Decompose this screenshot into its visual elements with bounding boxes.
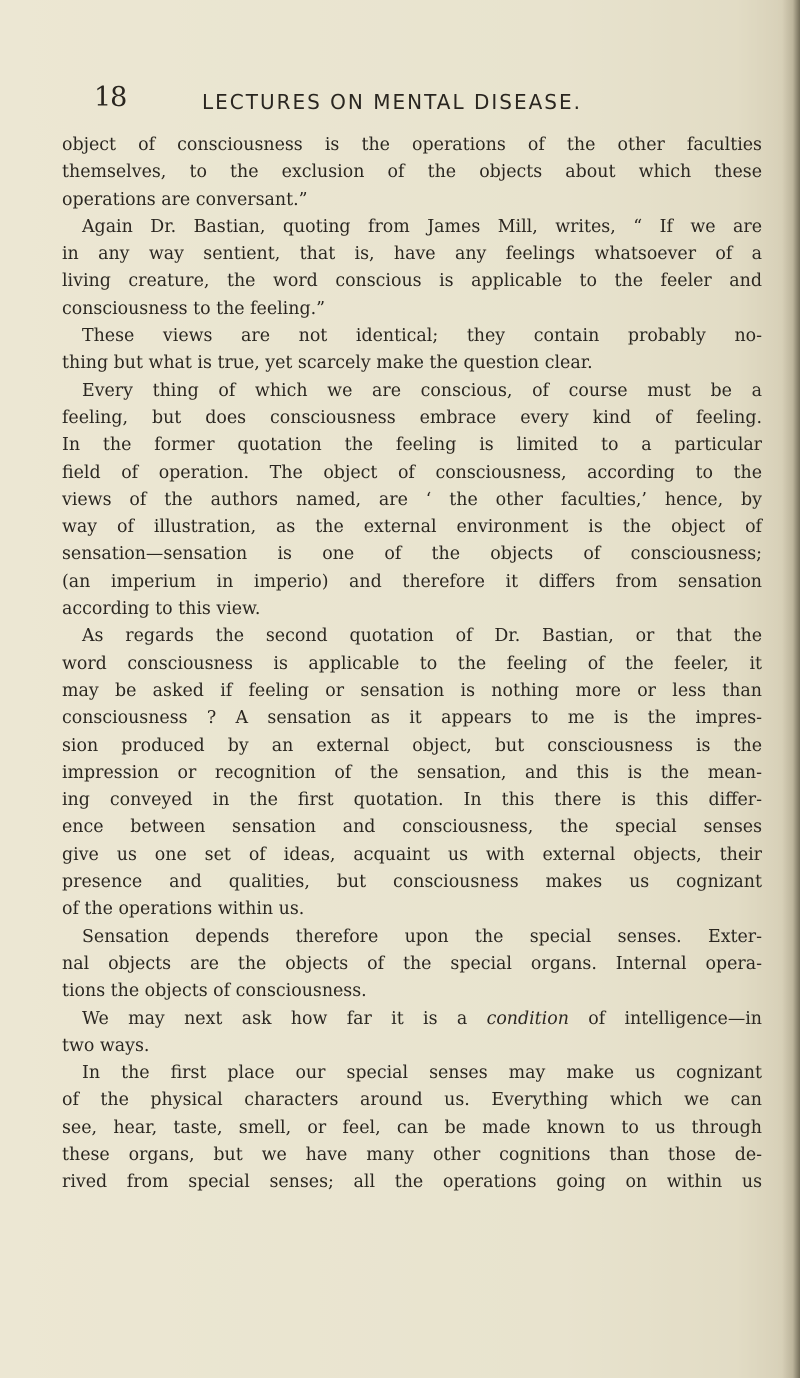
body-text [62, 132, 762, 1197]
text-line: Again Dr. Bastian, quoting from James Mill, writes, “ If we are [82, 216, 762, 237]
text-line: sensation—sensation is one of the objects of consciousness; [62, 544, 762, 565]
text-line: object of consciousness is the operations of the other faculties [62, 135, 762, 155]
page-number: 18 [94, 82, 127, 113]
text-line: (an imperium in imperio) and therefore it differs from sensation [62, 571, 762, 592]
text-line: may be asked if feeling or sensation is nothing more or less than [62, 680, 762, 701]
text-line: of the physical characters around us. Everything which we can [62, 1090, 762, 1111]
text-line: rived from special senses; all the operations going on within us [62, 1172, 762, 1193]
text-line: In the former quotation the feeling is limited to a particular [62, 435, 762, 456]
text-line: Every thing of which we are conscious, of course must be a [82, 380, 762, 401]
text-line: field of operation. The object of consciousness, according to the [62, 462, 762, 483]
text-line: according to this view. [62, 599, 261, 620]
text-line: of the operations within us. [62, 899, 305, 920]
text-line: see, hear, taste, smell, or feel, can be made known to us through [62, 1117, 762, 1138]
text-line: In the first place our special senses may make us cognizant [82, 1063, 762, 1084]
text-line: impression or recognition of the sensation, and this is the mean- [62, 762, 762, 783]
text-line: sion produced by an external object, but consciousness is the [62, 735, 762, 756]
text-line: thing but what is true, yet scarcely make the question clear. [62, 353, 593, 374]
text-line: ing conveyed in the first quotation. In this there is this differ- [62, 790, 762, 811]
text-line: operations are conversant.” [62, 189, 308, 210]
text-line: views of the authors named, are ‘ the other faculties,’ hence, by [62, 489, 762, 510]
page-edge-shadow [782, 0, 800, 1378]
text-line: feeling, but does consciousness embrace every kind of feeling. [62, 407, 762, 428]
text-line: tions the objects of consciousness. [62, 981, 367, 1002]
text-line: in any way sentient, that is, have any feelings whatsoever of a [62, 244, 762, 265]
emphasis-text: condition [486, 1008, 569, 1029]
page-header [94, 82, 774, 122]
text-line: presence and qualities, but consciousness makes us cognizant [62, 872, 762, 893]
text-line: Sensation depends therefore upon the special senses. Exter- [82, 926, 762, 947]
text-line: two ways. [62, 1035, 150, 1056]
text-line: these organs, but we have many other cognitions than those de- [62, 1144, 762, 1165]
text-line: themselves, to the exclusion of the objects about which these [62, 162, 762, 183]
text-line: give us one set of ideas, acquaint us with external objects, their [62, 844, 762, 865]
text-line: These views are not identical; they contain probably no- [82, 326, 762, 347]
text-line: As regards the second quotation of Dr. Bastian, or that the [82, 626, 762, 647]
text-line: word consciousness is applicable to the feeling of the feeler, it [62, 653, 762, 674]
text-line: way of illustration, as the external environment is the object of [62, 517, 762, 538]
text-line: consciousness ? A sensation as it appears to me is the impres- [62, 708, 762, 729]
text-line: living creature, the word conscious is applicable to the feeler and [62, 271, 762, 292]
text-line: consciousness to the feeling.” [62, 298, 325, 319]
text-line: nal objects are the objects of the special organs. Internal opera- [62, 953, 762, 974]
text-line: ence between sensation and consciousness, the special senses [62, 817, 762, 838]
running-head: LECTURES ON MENTAL DISEASE. [202, 90, 582, 114]
text-line: We may next ask how far it is a condition of intelligence—in [82, 1008, 763, 1029]
